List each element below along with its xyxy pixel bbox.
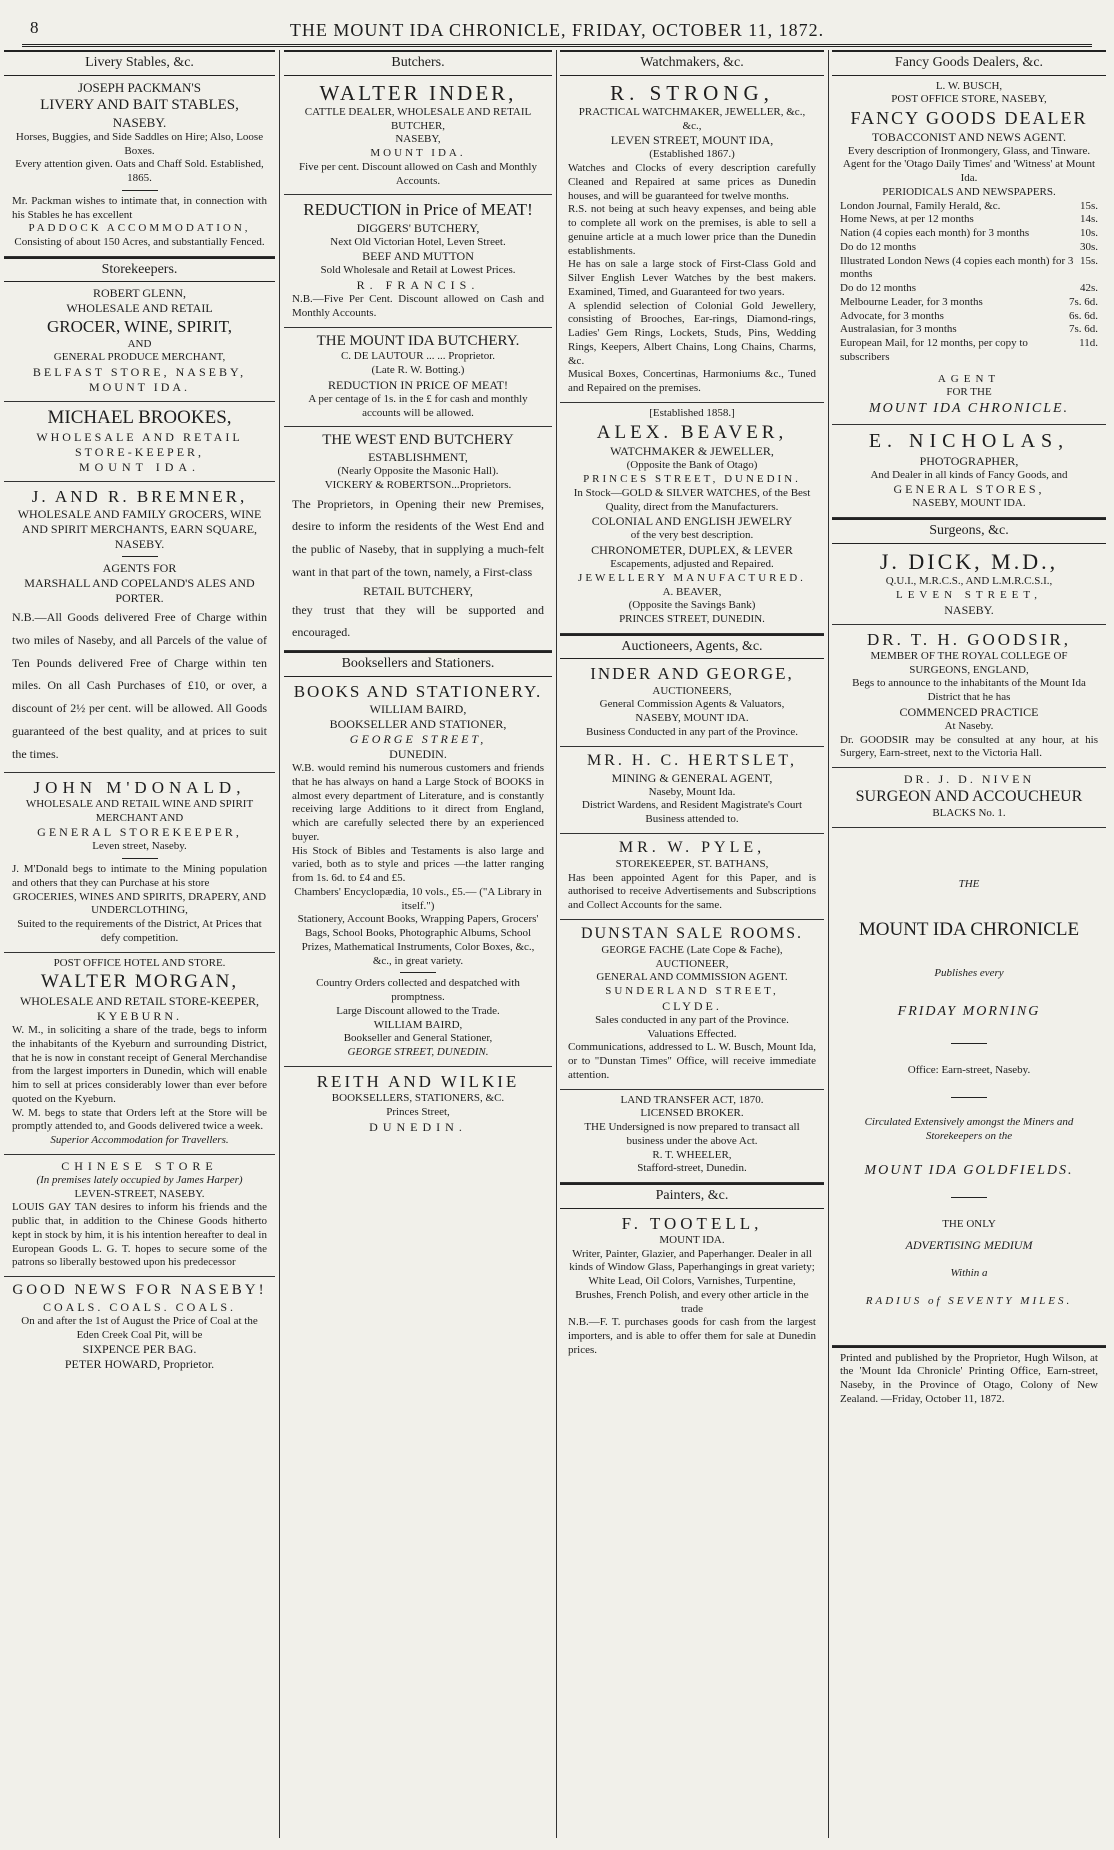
ad-text: Next Old Victorian Hotel, Leven Street. [330, 235, 506, 248]
ad-text: AGENTS FOR [102, 561, 177, 575]
ad-land-transfer [560, 1090, 824, 1184]
price-row [840, 241, 1098, 255]
ad-text: DIGGERS' BUTCHERY, [356, 220, 480, 235]
ad-text: W. M., in soliciting a share of the trade, begs to inform the inhabitants of the Kyeburn and surrounding District, that he is now in constant receipt of General Merchandise from the largest importers in Dunedin, which will enable him to sell at prices considerably lower than ever before quoted on the Kyeburn. [12, 1024, 267, 1105]
column-divider [828, 50, 829, 1838]
ad-name: J. DICK, M.D., [879, 548, 1059, 574]
divider [951, 1197, 987, 1198]
ad-text: FOR THE [946, 386, 992, 399]
ad-text: KYEBURN. [96, 1009, 182, 1024]
ad-name: JOHN M'DONALD, [33, 777, 246, 797]
ad-text: PRINCES STREET, DUNEDIN. [619, 613, 765, 625]
ad-glenn [4, 282, 275, 402]
ad-text: AUCTIONEERS, [652, 684, 732, 697]
ad-text: SUNDERLAND STREET, [605, 985, 779, 997]
price-item: Melbourne Leader, for 3 months [840, 295, 983, 308]
price-row [840, 323, 1098, 337]
ad-text: Escapements, adjusted and Repaired. [610, 558, 774, 570]
ad-text: Horses, Buggies, and Side Saddles on Hire; Also, Loose Boxes. [15, 130, 264, 157]
ad-text: WHOLESALE AND RETAIL STORE-KEEPER, [36, 429, 243, 459]
ad-text: (Opposite the Savings Bank) [628, 599, 756, 612]
ad-text: COALS. COALS. COALS. [42, 1299, 237, 1314]
ad-headline: CHINESE STORE [61, 1158, 218, 1173]
price-value: 15s. [1079, 254, 1098, 267]
ad-text: CLYDE. [662, 998, 722, 1013]
ad-text: COLONIAL AND ENGLISH JEWELRY [591, 514, 793, 529]
ad-text: PRINCES STREET, DUNEDIN. [583, 473, 801, 485]
ad-name: R. STRONG, [610, 80, 774, 105]
ad-text: TOBACCONIST AND NEWS AGENT. [871, 129, 1066, 144]
ad-name: MR. H. C. HERTSLET, [587, 751, 797, 769]
ad-reith-wilkie [284, 1067, 552, 1141]
ad-text: PERIODICALS AND NEWSPAPERS. [882, 185, 1056, 198]
price-row [840, 310, 1098, 324]
price-item: European Mail, for 12 months, per copy to subscribers [840, 337, 1028, 363]
ad-text: CHRONOMETER, DUPLEX, & LEVER [591, 543, 793, 557]
ad-strong [560, 76, 824, 403]
ad-text: PETER HOWARD, Proprietor. [64, 1357, 215, 1372]
ad-mcdonald [4, 773, 275, 953]
ad-chinese-store [4, 1155, 275, 1277]
ad-text: Writer, Painter, Glazier, and Paperhanger. Dealer in all kinds of Window Glass, Paperhangings in great variety; White Lead, Oil Colors, Varnishes, Turpentine, Brushes, French Polish, and every other article in the trade [569, 1247, 815, 1315]
price-value: 11d. [1079, 337, 1098, 349]
ad-text: GENERAL STOREKEEPER, [37, 825, 242, 840]
ad-headline: REITH AND WILKIE [316, 1071, 520, 1091]
ad-name: ROBERT GLENN, [92, 286, 187, 301]
ad-text: Every attention given. Oats and Chaff Sold. Established, 1865. [15, 158, 264, 184]
ad-text: Mr. Packman wishes to intimate that, in connection with his Stables he has excellent [12, 194, 267, 221]
ad-dunstan [560, 920, 824, 1090]
column-3 [560, 50, 824, 1838]
ad-text: NASEBY, MOUNT IDA. [635, 712, 749, 724]
ad-text: CATTLE DEALER, WHOLESALE AND RETAIL BUTCHER, [304, 105, 532, 132]
ad-text: GROCERIES, WINES AND SPIRITS, DRAPERY, AND UNDERCLOTHING, [12, 890, 267, 917]
ad-text: AGENT [937, 372, 1001, 385]
ad-text: REDUCTION IN PRICE OF MEAT! [328, 377, 508, 392]
ad-text: PRACTICAL WATCHMAKER, JEWELLER, &c., &c., [578, 105, 806, 132]
ad-text: GENERAL AND COMMISSION AGENT. [596, 971, 788, 984]
ad-chronicle-notice [832, 828, 1106, 1346]
ad-text: Agent for the 'Otago Daily Times' and 'Witness' at Mount Ida. [842, 158, 1096, 184]
ad-text: LEVEN STREET, MOUNT IDA, [610, 133, 774, 148]
ad-text: Chambers' Encyclopædia, 10 vols., £5.— ("A Library in itself.") [294, 885, 542, 912]
price-item: Australasian, for 3 months [840, 323, 957, 336]
divider [122, 190, 158, 191]
ad-text: W.B. would remind his numerous customers and friends that he has always on hand a Large Stock of BOOKS in almost every department of Literature, and is constantly receiving large Additions to it direct from England, which are carefully selected there by an experienced buyer. [292, 762, 544, 843]
ad-text: At Naseby. [944, 719, 994, 732]
ad-text: (Late R. W. Botting.) [371, 364, 465, 376]
ad-name: WALTER INDER, [319, 80, 517, 105]
ad-tootell [560, 1209, 824, 1364]
ad-mount-ida-butchery [284, 328, 552, 428]
ad-inder-george [560, 659, 824, 746]
ad-text: [Established 1858.] [649, 406, 735, 419]
ad-text: (Nearly Opposite the Masonic Hall). [337, 465, 499, 477]
ad-text: RETAIL BUTCHERY, [363, 583, 473, 598]
ad-text: R.S. not being at such heavy expenses, and being able to complete all work on the premises, is able to sell a genuine article at a much lower price than the Dunedin establishments. [568, 203, 816, 257]
ad-text: Large Discount allowed to the Trade. [336, 1004, 500, 1017]
price-row [840, 227, 1098, 241]
ad-bremner [4, 482, 275, 773]
ad-text: COMMENCED PRACTICE [899, 704, 1039, 719]
ad-text: DUNEDIN. [369, 1119, 467, 1134]
page-number: 8 [30, 18, 39, 37]
price-value: 6s. 6d. [1068, 309, 1098, 322]
ad-text: NASEBY. [944, 602, 994, 617]
ad-text: BOOKSELLERS, STATIONERS, &C. [331, 1092, 505, 1105]
ad-text: Has been appointed Agent for this Paper, and is authorised to receive Advertisements and Subscriptions and Collect Accounts for the same. [568, 871, 816, 911]
ad-text: Consisting of about 150 Acres, and substantially Fenced. [14, 236, 265, 248]
price-row [840, 213, 1098, 227]
ad-text: THE [958, 877, 980, 890]
ad-text: Five per cent. Discount allowed on Cash and Monthly Accounts. [299, 160, 537, 187]
ad-text: BELFAST STORE, NASEBY, MOUNT IDA. [32, 365, 247, 394]
ad-headline: THE WEST END BUTCHERY [322, 432, 514, 449]
ad-text: A. BEAVER, [662, 585, 722, 598]
ad-text: Begs to announce to the inhabitants of the Mount Ida District that he has [852, 677, 1086, 703]
ad-text: MINING & GENERAL AGENT, [611, 770, 773, 785]
ad-name: L. W. BUSCH, [935, 79, 1003, 92]
ad-inder [284, 76, 552, 196]
ad-text: FRIDAY MORNING [897, 1004, 1041, 1019]
ad-dick [832, 544, 1106, 625]
ad-text: Sold Wholesale and Retail at Lowest Prices. [320, 264, 516, 277]
ad-text: J. M'Donald begs to intimate to the Mining population and others that they can Purchase at his store [12, 863, 267, 889]
ad-text: GENERAL STORES, [893, 482, 1045, 497]
price-row [840, 255, 1098, 283]
ad-name: DR. T. H. GOODSIR, [866, 629, 1072, 649]
ad-text: N.B.—F. T. purchases goods for cash from the largest importers, and is able to offer them for sale at Dunedin prices. [568, 1316, 816, 1356]
price-row [840, 296, 1098, 310]
ad-name: J. AND R. BREMNER, [31, 486, 248, 506]
price-item: London Journal, Family Herald, &c. [840, 199, 1001, 212]
price-item: Illustrated London News (4 copies each month) for 3 months [840, 254, 1074, 281]
ad-text: STOREKEEPER, ST. BATHANS, [615, 857, 769, 870]
price-item: Do do 12 months [840, 240, 917, 253]
ad-text: District Wardens, and Resident Magistrate's Court Business attended to. [581, 799, 803, 825]
price-value: 7s. 6d. [1068, 323, 1098, 336]
ad-text: WHOLESALE AND RETAIL WINE AND SPIRIT MERCHANT AND [25, 797, 254, 824]
ad-text: WHOLESALE AND RETAIL [66, 301, 213, 316]
ad-text: N.B.—All Goods delivered Free of Charge within two miles of Naseby, and all Parcels of the value of Ten Pounds delivered Free of Charge within ten miles. On all Cash Purchases of £10, or over, a discount of 2½ per cent. will be allowed. All Goods guaranteed of the best quality, and at prices to suit the times. [12, 610, 267, 761]
ad-text: W. M. begs to state that Orders left at the Store will be promptly attended to, and Goods delivered twice a week. [12, 1106, 267, 1133]
column-1 [4, 50, 275, 1838]
ad-west-end-butchery [284, 427, 552, 651]
ad-text: Musical Boxes, Concertinas, Harmoniums &c., Tuned and Repaired on the premises. [568, 368, 816, 394]
ad-text: GENERAL PRODUCE MERCHANT, [53, 351, 226, 364]
section-heading: Watchmakers, &c. [560, 50, 824, 76]
section-heading: Fancy Goods Dealers, &c. [832, 50, 1106, 76]
ad-text: Stationery, Account Books, Wrapping Papers, Grocers' Bags, School Books, Photographic Albums, School Prizes, Mathematical Instruments, Color Boxes, &c., &c., in great variety. [297, 913, 539, 967]
column-2 [284, 50, 552, 1838]
ad-text: SIXPENCE PER BAG. [82, 1342, 197, 1357]
price-item: Home News, at per 12 months [840, 213, 974, 226]
ad-text: POST OFFICE STORE, NASEBY, [891, 93, 1047, 106]
ad-headline: FANCY GOODS DEALER [850, 108, 1088, 128]
ad-text: NASEBY, [395, 133, 441, 146]
ad-text: WATCHMAKER & JEWELLER, [610, 444, 774, 459]
divider [122, 858, 158, 859]
ad-text: A per centage of 1s. in the £ for cash and monthly accounts will be allowed. [308, 392, 528, 419]
ad-text: Q.U.I., M.R.C.S., AND L.M.R.C.S.I., [885, 575, 1053, 587]
ad-text: Every description of Ironmongery, Glass, and Tinware. [847, 144, 1091, 157]
ad-text: N.B.—Five Per Cent. Discount allowed on Cash and Monthly Accounts. [292, 293, 544, 319]
ad-text: Sales conducted in any part of the Province. [595, 1013, 789, 1026]
ad-name: MR. W. PYLE, [618, 838, 766, 856]
ad-text: The Proprietors, in Opening their new Premises, desire to inform the residents of the West End and the public of Naseby, that in supplying a much-felt want in that part of the town, namely, a First-class [292, 496, 544, 579]
ad-text: Office: Earn-street, Naseby. [907, 1063, 1031, 1076]
ad-text: LOUIS GAY TAN desires to inform his friends and the public that, in addition to the Chinese Goods hitherto kept in stock by him, it is his intention hereafter to deal in European Goods L. G. T. hopes to secure some of the patrons so liberally bestowed upon his predecessor [12, 1201, 267, 1269]
page-title: THE MOUNT IDA CHRONICLE, FRIDAY, OCTOBER 11, 1872. [289, 20, 825, 40]
ad-hertslet [560, 747, 824, 834]
ad-text: THE Undersigned is now prepared to transact all business under the above Act. [584, 1121, 800, 1147]
ad-text: (Opposite the Bank of Otago) [626, 459, 758, 472]
price-row [840, 200, 1098, 214]
price-value: 10s. [1079, 227, 1098, 239]
ad-text: Watches and Clocks of every description carefully Cleaned and Repaired at same prices as Dunedin houses, and will be guaranteed for twelve months. [568, 162, 816, 202]
masthead [22, 14, 1092, 47]
ad-headline: GROCER, WINE, SPIRIT, [47, 317, 232, 337]
ad-text: WILLIAM BAIRD, [373, 1018, 463, 1031]
ad-text: WILLIAM BAIRD, [369, 702, 467, 717]
ad-headline: REDUCTION in Price of MEAT! [303, 200, 533, 220]
ad-text: (Established 1867.) [649, 148, 735, 161]
divider [951, 1097, 987, 1098]
ad-brookes [4, 402, 275, 482]
section-heading: Surgeons, &c. [832, 518, 1106, 544]
ad-text: He has on sale a large stock of First-Class Gold and Silver English Lever Watches by the best makers. Examined, Timed, and Guaranteed for two years. [568, 258, 816, 298]
ad-text: DUNEDIN. [389, 747, 447, 762]
ad-text: PHOTOGRAPHER, [919, 453, 1019, 468]
ad-text: Stafford-street, Dunedin. [637, 1162, 747, 1175]
ad-diggers-butchery [284, 195, 552, 327]
divider [951, 1043, 987, 1044]
ad-text: In Stock—GOLD & SILVER WATCHES, of the Best Quality, direct from the Manufacturers. [573, 486, 811, 513]
ad-text: Communications, addressed to L. W. Busch, Mount Ida, or to "Dunstan Times" Office, will receive immediate attention. [568, 1041, 816, 1081]
price-item: Nation (4 copies each month) for 3 months [840, 227, 1030, 239]
ad-headline: MOUNT IDA CHRONICLE [858, 918, 1080, 940]
ad-text: Leven street, Naseby. [92, 840, 187, 853]
ad-name: INDER AND GEORGE, [590, 664, 794, 684]
price-value: 15s. [1079, 199, 1098, 212]
ad-name: ALEX. BEAVER, [596, 421, 788, 443]
price-value: 7s. 6d. [1068, 295, 1098, 308]
ad-text: THE ONLY [942, 1218, 996, 1231]
ad-text: PADDOCK ACCOMMODATION, [28, 222, 251, 235]
ad-text: Princes Street, [386, 1105, 450, 1118]
price-item: Do do 12 months [840, 282, 917, 294]
ad-text: Bookseller and General Stationer, [343, 1032, 493, 1045]
column-4 [832, 50, 1106, 1838]
ad-text: BOOKSELLER AND STATIONER, [329, 717, 507, 732]
section-heading: Booksellers and Stationers. [284, 651, 552, 677]
ad-text: LICENSED BROKER. [640, 1107, 744, 1120]
ad-text: VICKERY & ROBERTSON...Proprietors. [324, 478, 512, 491]
ad-text: WHOLESALE AND RETAIL STORE-KEEPER, [19, 994, 260, 1009]
ad-text: BEEF AND MUTTON [362, 249, 474, 264]
ad-name: F. TOOTELL, [621, 1213, 763, 1233]
ad-text: POST OFFICE HOTEL AND STORE. [53, 956, 226, 969]
ad-text: MOUNT IDA. [659, 1233, 725, 1246]
divider [400, 972, 436, 973]
ad-headline: LIVERY AND BAIT STABLES, [40, 96, 239, 113]
ad-text: GEORGE STREET, [349, 732, 487, 747]
column-divider [279, 50, 280, 1838]
ad-text: Naseby, Mount Ida. [648, 785, 736, 798]
ad-headline: BOOKS AND STATIONERY. [293, 681, 543, 701]
ad-headline: DUNSTAN SALE ROOMS. [580, 924, 804, 942]
ad-text: GEORGE FACHE (Late Cope & Fache), AUCTIONEER, [601, 943, 783, 970]
ad-text: ADVERTISING MEDIUM [905, 1238, 1033, 1252]
price-row [840, 282, 1098, 296]
ad-packman [4, 76, 275, 257]
ad-text: Circulated Extensively amongst the Miners and Storekeepers on the [864, 1116, 1074, 1142]
ad-text: WHOLESALE AND FAMILY GROCERS, WINE AND SPIRIT MERCHANTS, EARN SQUARE, NASEBY. [17, 507, 262, 551]
ad-text: LEVEN STREET, [895, 588, 1043, 601]
ad-text: GEORGE STREET, DUNEDIN. [347, 1046, 489, 1059]
ad-text: R. T. WHEELER, [652, 1148, 732, 1161]
ad-text: MOUNT IDA. [370, 147, 466, 159]
ad-text: Suited to the requirements of the District, At Prices that defy competition. [17, 918, 262, 944]
ad-text: BLACKS No. 1. [932, 807, 1006, 819]
column-divider [556, 50, 557, 1838]
ad-text: And Dealer in all kinds of Fancy Goods, and [870, 468, 1068, 481]
ad-text: Valuations Effected. [647, 1027, 737, 1040]
ad-text: MARSHALL AND COPELAND'S ALES AND PORTER. [24, 576, 255, 605]
ad-text: they trust that they will be supported and encouraged. [292, 602, 544, 640]
ad-name: JOSEPH PACKMAN'S [78, 79, 201, 95]
ad-headline: GOOD NEWS FOR NASEBY! [12, 1282, 267, 1299]
ad-text: MOUNT IDA. [78, 459, 201, 474]
ad-text: AND [127, 337, 152, 350]
ad-text: Dr. GOODSIR may be consulted at any hour, at his Surgery, Earn-street, next to the Victoria Hall. [840, 733, 1098, 760]
ad-text: Superior Accommodation for Travellers. [50, 1134, 229, 1147]
ad-text: A splendid selection of Colonial Gold Jewellery, consisting of Brooches, Ear-rings, Diamond-rings, Ladies' Gem Rings, Lockets, Studs, Pins, Wedding Rings, Keepers, Albert Chains, Long Chains, Charms, &c. [568, 299, 816, 367]
ad-text: C. DE LAUTOUR ... ... Proprietor. [340, 350, 496, 363]
ad-text: NASEBY, MOUNT IDA. [912, 497, 1026, 510]
imprint: Printed and published by the Proprietor, Hugh Wilson, at the 'Mount Ida Chronicle' Printing Office, Earn-street, Naseby, in the Province of Otago, Colony of New Zealand. —Friday, October 11, 1872. [832, 1346, 1106, 1413]
price-row [840, 337, 1098, 365]
ad-name: DR. J. D. NIVEN [903, 772, 1035, 786]
ad-text: On and after the 1st of August the Price of Coal at the Eden Creek Coal Pit, will be [21, 1314, 258, 1341]
ad-text: RADIUS of SEVENTY MILES. [865, 1294, 1073, 1307]
divider [122, 556, 158, 557]
ad-good-news [4, 1277, 275, 1378]
ad-text: General Commission Agents & Valuators, [599, 698, 785, 711]
ad-text: (In premises lately occupied by James Harper) [36, 1173, 243, 1186]
ad-text: NASEBY. [112, 114, 167, 130]
ad-baird [284, 677, 552, 1067]
ad-text: His Stock of Bibles and Testaments is also large and varied, both as to style and prices —the latter ranging from 1s. 6d. to £4 and £5. [292, 844, 544, 885]
section-heading: Butchers. [284, 50, 552, 76]
ad-goodsir [832, 625, 1106, 769]
ad-text: Publishes every [934, 967, 1004, 980]
ad-text: ESTABLISHMENT, [368, 450, 468, 464]
ad-busch [832, 76, 1106, 425]
ad-headline: LAND TRANSFER ACT, 1870. [620, 1093, 764, 1106]
section-heading: Auctioneers, Agents, &c. [560, 634, 824, 660]
price-value: 42s. [1079, 282, 1098, 294]
price-list [840, 200, 1098, 365]
section-heading: Storekeepers. [4, 257, 275, 283]
price-item: Advocate, for 3 months [840, 309, 944, 322]
ad-name: WALTER MORGAN, [40, 971, 239, 993]
ad-text: JEWELLERY MANUFACTURED. [578, 571, 806, 584]
price-value: 30s. [1079, 240, 1098, 253]
ad-text: Within a [950, 1267, 988, 1279]
ad-pyle [560, 834, 824, 920]
ad-text: MOUNT IDA CHRONICLE. [868, 401, 1070, 416]
ad-name: E. NICHOLAS, [868, 429, 1070, 452]
ad-name: MICHAEL BROOKES, [47, 407, 232, 428]
ad-text: Country Orders collected and despatched with promptness. [316, 977, 520, 1004]
ad-text: MEMBER OF THE ROYAL COLLEGE OF SURGEONS, ENGLAND, [870, 649, 1068, 676]
ad-text: LEVEN-STREET, NASEBY. [74, 1187, 205, 1200]
ad-headline: SURGEON AND ACCOUCHEUR [855, 788, 1083, 805]
price-value: 14s. [1079, 213, 1098, 226]
ad-text: of the very best description. [630, 529, 754, 542]
ad-text: Business Conducted in any part of the Province. [585, 725, 799, 738]
ad-beaver [560, 403, 824, 634]
section-heading: Painters, &c. [560, 1183, 824, 1209]
ad-text: MOUNT IDA GOLDFIELDS. [864, 1162, 1074, 1178]
section-heading: Livery Stables, &c. [4, 50, 275, 76]
ad-headline: THE MOUNT IDA BUTCHERY. [316, 332, 520, 349]
ad-text: R. FRANCIS. [356, 278, 480, 292]
ad-morgan [4, 953, 275, 1155]
ad-niven [832, 768, 1106, 828]
ad-nicholas [832, 425, 1106, 519]
